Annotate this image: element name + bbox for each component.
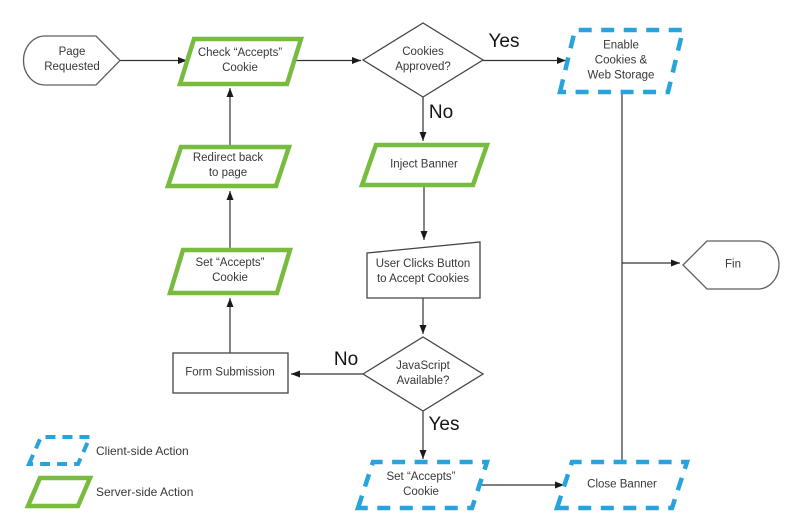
node-check-cookie-shape bbox=[180, 39, 301, 84]
node-label-inject-banner: Inject Banner bbox=[390, 158, 458, 171]
node-inject-banner-shape bbox=[362, 145, 487, 185]
node-label-check-cookie: Check “Accepts” Cookie bbox=[197, 47, 283, 74]
node-user-clicks-shape bbox=[367, 242, 480, 298]
node-fin-shape bbox=[683, 241, 779, 289]
edge-label-cookies-no: No bbox=[428, 102, 454, 123]
node-label-redirect-back: Redirect back to page bbox=[192, 152, 264, 179]
node-set-cookie-server-shape bbox=[170, 250, 290, 293]
edge-label-cookies-yes: Yes bbox=[488, 31, 520, 52]
node-enable-cookies-shape bbox=[560, 30, 683, 92]
edge-label-js-yes: Yes bbox=[428, 414, 460, 435]
legend-client-side-swatch bbox=[29, 437, 90, 464]
legend-server-side-swatch bbox=[28, 478, 90, 506]
node-js-available-shape bbox=[363, 337, 483, 411]
node-label-js-available: JavaScript Available? bbox=[396, 360, 450, 387]
node-redirect-back-shape bbox=[168, 147, 289, 186]
node-set-cookie-client-shape bbox=[358, 462, 487, 508]
edge-label-js-no: No bbox=[333, 349, 359, 370]
node-label-fin: Fin bbox=[725, 258, 741, 271]
node-label-page-requested: Page Requested bbox=[44, 46, 100, 73]
node-label-cookies-approved: Cookies Approved? bbox=[395, 46, 451, 73]
node-page-requested-shape bbox=[24, 36, 121, 85]
node-label-form-submission: Form Submission bbox=[185, 366, 275, 379]
node-label-set-cookie-server: Set “Accepts” Cookie bbox=[195, 257, 265, 284]
node-close-banner-shape bbox=[557, 462, 687, 508]
node-label-close-banner: Close Banner bbox=[587, 478, 657, 491]
legend-label-client-side: Client-side Action bbox=[96, 444, 189, 458]
legend-label-server-side: Server-side Action bbox=[96, 485, 194, 499]
node-label-user-clicks: User Clicks Button to Accept Cookies bbox=[375, 258, 471, 285]
node-label-set-cookie-client: Set “Accepts” Cookie bbox=[386, 471, 456, 498]
node-label-enable-cookies: Enable Cookies & Web Storage bbox=[587, 39, 655, 82]
node-form-submission-shape bbox=[173, 353, 288, 393]
node-cookies-approved-shape bbox=[363, 23, 483, 97]
